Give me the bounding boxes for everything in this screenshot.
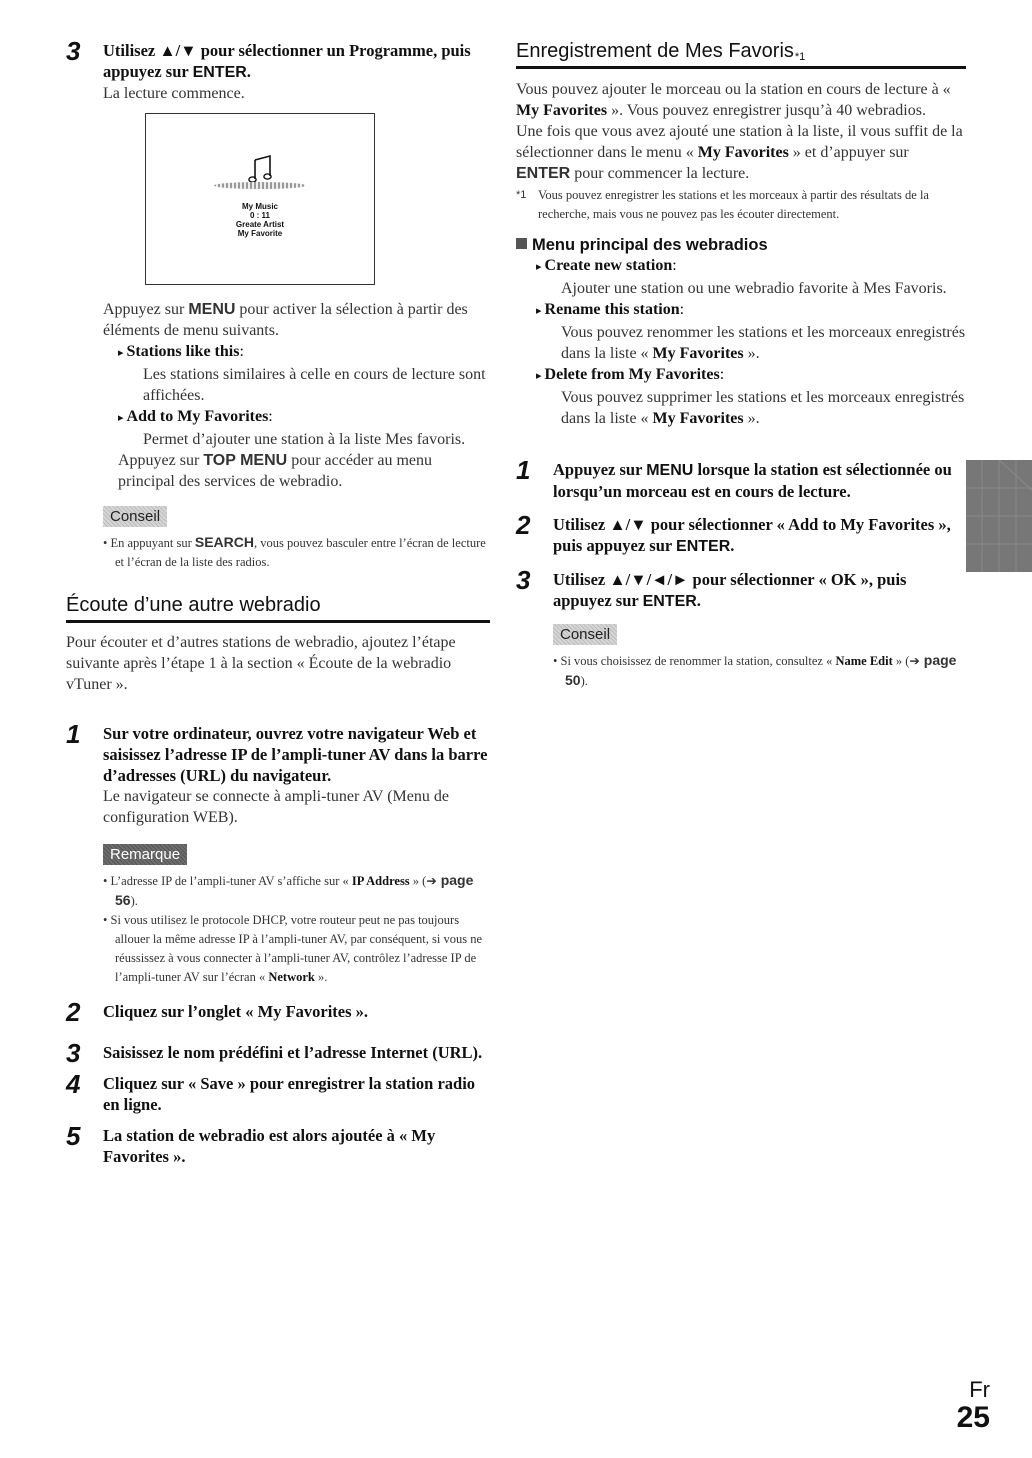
step-2-click-tab [66,997,490,1027]
step-number: 3 [66,36,81,66]
step-1-open-browser [66,719,490,987]
screen-ellipse-decoration [214,182,306,189]
menu-option-stations-like-this: ▸ Stations like this: [118,343,244,360]
step-number: 2 [66,997,81,1027]
step-title: Utilisez ▲/▼/◄/► pour sélectionner « OK », puis appuyez sur ENTER. [553,570,907,610]
favorites-intro-1: Vous pouvez ajouter le morceau ou la station en cours de lecture à « My Favorites ». Vous pouvez enregistrer jusqu’à 40 webradios. [516,81,951,119]
tip-text: • Si vous choisissez de renommer la station, consultez « Name Edit » (➔ page 50). [553,652,957,688]
section-title-other-webradio: Écoute d’une autre webradio [66,594,490,623]
menu-option-add-to-favorites: ▸ Add to My Favorites: [118,408,273,425]
step-5-station-added [66,1121,490,1167]
tip-block [103,506,490,572]
triangle-right-icon: ▸ [118,347,124,359]
left-column [66,36,490,1167]
menu-option-description: Permet d’ajouter une station à la liste Mes favoris. [143,431,466,448]
step-3-select-program [66,36,490,104]
step-title: Utilisez ▲/▼ pour sélectionner « Add to My Favorites », puis appuyez sur ENTER. [553,515,951,555]
tab-grid-pattern [966,460,1032,572]
section-tab-marker [966,460,1032,572]
section-title-favorites: Enregistrement de Mes Favoris$^{*1}$ [516,40,966,69]
menu-paragraph: Appuyez sur MENU pour activer la sélection à partir des éléments de menu suivants. [103,301,468,339]
triangle-right-icon: ▸ [536,305,542,317]
menu-option-description: Ajouter une station ou une webradio favorite à Mes Favoris. [561,280,947,297]
menu-instructions [66,299,490,572]
step-number: 2 [516,510,531,540]
top-menu-paragraph: Appuyez sur TOP MENU pour accéder au menu principal des services de webradio. [118,452,432,490]
menu-option-description: Vous pouvez supprimer les stations et les morceaux enregistrés dans la liste « My Favorites ». [561,389,965,427]
page-footer [957,1378,990,1434]
step-number: 1 [66,719,81,749]
favorites-intro-2: Une fois que vous avez ajouté une station à la liste, il vous suffit de la sélectionner dans le menu « My Favorites » et d’appuyer sur ENTER pour commencer la lecture. [516,123,963,182]
fav-step-3 [516,565,966,691]
step-body: Le navigateur se connecte à ampli-tuner AV (Menu de configuration WEB). [103,788,449,826]
menu-option-delete-favorites: ▸ Delete from My Favorites: [536,366,725,383]
tip-text: • En appuyant sur SEARCH, vous pouvez basculer entre l’écran de lecture et l’écran de la liste des radios. [103,534,486,569]
step-title: Cliquez sur l’onglet « My Favorites ». [103,1002,369,1021]
step-title: Cliquez sur « Save » pour enregistrer la station radio en ligne. [103,1074,476,1114]
arrow-right-icon: ➔ [426,874,437,888]
page-number: 25 [956,1401,990,1434]
remark-block [103,844,490,987]
remark-1: • L’adresse IP de l’ampli-tuner AV s’affiche sur « IP Address » (➔ page 56). [103,872,474,908]
step-title: Utilisez ▲/▼ pour sélectionner un Programme, puis appuyez sur ENTER. [103,41,471,81]
triangle-right-icon: ▸ [536,261,542,273]
footnote: *1 Vous pouvez enregistrer les stations et les morceaux à partir des résultats de la recherche, mais vous ne pouvez pas les écouter directement. [516,188,929,221]
step-number: 3 [66,1038,81,1068]
step-number: 4 [66,1069,81,1099]
step-number: 5 [66,1121,81,1151]
step-title: Appuyez sur MENU lorsque la station est sélectionnée ou lorsqu’un morceau est en cours de lecture. [553,460,952,501]
remark-2: • Si vous utilisez le protocole DHCP, votre routeur peut ne pas toujours allouer la même adresse IP à l’ampli-tuner AV, par conséquent, si vous ne réussissez à vous connecter à l’ampli-tuner AV, contrôlez l’adresse IP de l’ampli-tuner AV sur l’écran « Network ». [103,913,483,984]
triangle-right-icon: ▸ [118,412,124,424]
playback-screen-illustration [145,113,375,285]
step-body: La lecture commence. [103,85,245,102]
square-bullet-icon [516,238,527,249]
conseil-badge: Conseil [553,624,617,645]
step-3-enter-name-url [66,1038,490,1068]
music-note-icon [248,154,274,184]
screen-text: My Music 0 : 11 Greate Artist My Favorite [235,202,285,238]
menu-option-create-new-station: ▸ Create new station: [536,257,677,274]
remarque-badge: Remarque [103,844,187,865]
fav-step-1 [516,455,966,502]
step-title: La station de webradio est alors ajoutée à « My Favorites ». [103,1126,436,1166]
conseil-badge: Conseil [103,506,167,527]
step-number: 3 [516,565,531,595]
menu-option-rename-station: ▸ Rename this station: [536,301,685,318]
menu-principal-options [516,255,966,429]
step-4-click-save [66,1069,490,1115]
arrow-right-icon: ➔ [909,654,920,668]
triangle-right-icon: ▸ [536,370,542,382]
language-label: Fr [969,1377,990,1402]
section-intro: Pour écouter et d’autres stations de webradio, ajoutez l’étape suivante après l’étape 1 à la section « Écoute de la webradio vTuner ». [66,634,456,693]
step-title: Saisissez le nom prédéfini et l’adresse Internet (URL). [103,1043,483,1062]
step-title: Sur votre ordinateur, ouvrez votre navigateur Web et saisissez l’adresse IP de l’ampli-tuner AV dans la barre d’adresses (URL) du navigateur. [103,724,488,785]
step-number: 1 [516,455,531,485]
menu-principal-heading: Menu principal des webradios [516,236,966,255]
tip-block [553,624,966,691]
fav-step-2 [516,510,966,557]
right-column [516,40,966,691]
menu-option-description: Vous pouvez renommer les stations et les morceaux enregistrés dans la liste « My Favorites ». [561,324,966,362]
menu-option-description: Les stations similaires à celle en cours de lecture sont affichées. [143,366,486,404]
